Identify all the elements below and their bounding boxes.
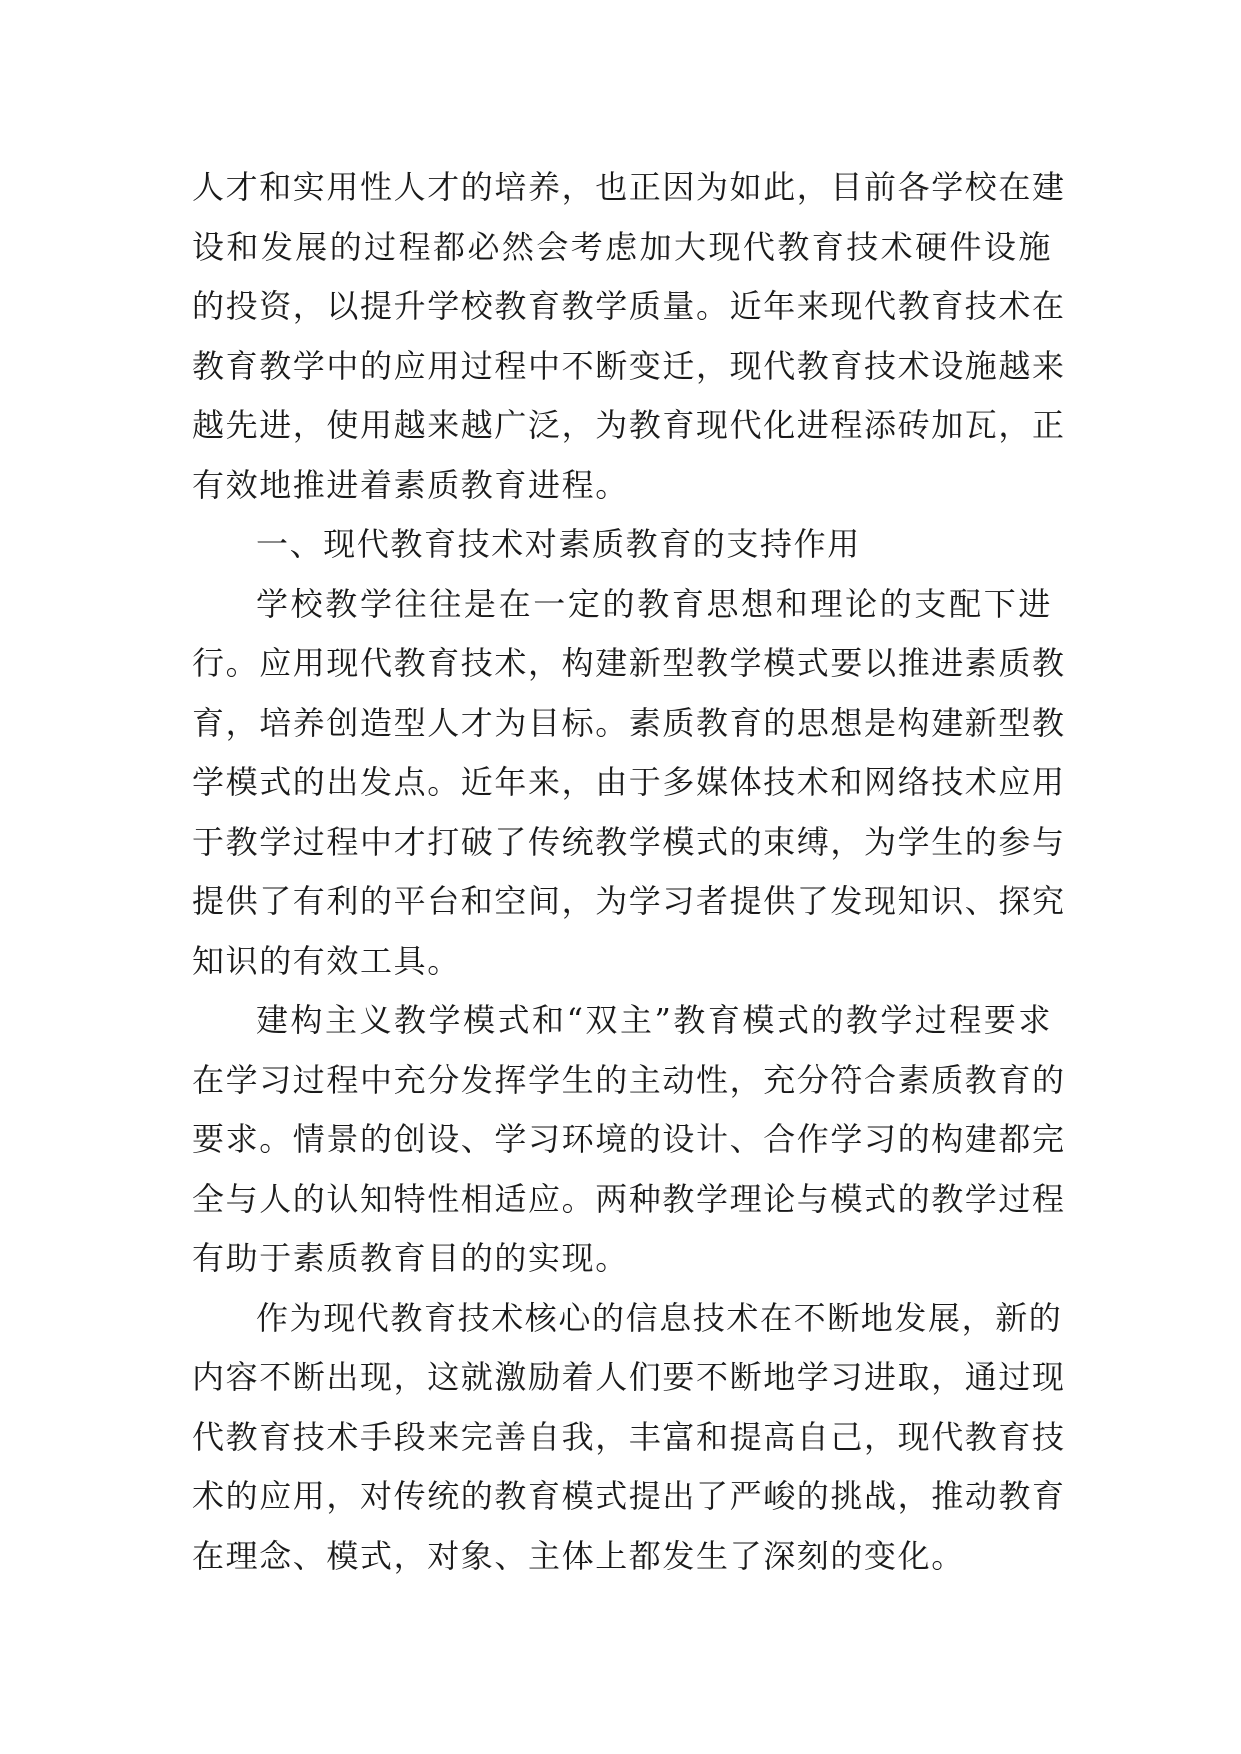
paragraph-3-line-5: 有助于素质教育目的的实现。 [192, 1239, 629, 1277]
paragraph-2-line-7: 知识的有效工具。 [192, 941, 461, 980]
paragraph-4-line-1: 作为现代教育技术核心的信息技术在不断地发展，新的 [256, 1298, 1063, 1337]
paragraph-1-line-4: 教育教学中的应用过程中不断变迁，现代教育技术设施越来 [192, 346, 1066, 385]
paragraph-2-line-2: 行。应用现代教育技术，构建新型教学模式要以推进素质教 [192, 644, 1066, 682]
paragraph-3-line-1: 建构主义教学模式和“双主”教育模式的教学过程要求 [256, 1001, 1052, 1039]
paragraph-4-line-5: 在理念、模式，对象、主体上都发生了深刻的变化。 [192, 1536, 965, 1575]
paragraph-2-line-5: 于教学过程中才打破了传统教学模式的束缚，为学生的参与 [192, 822, 1066, 861]
paragraph-2-line-3: 育，培养创造型人才为目标。素质教育的思想是构建新型教 [192, 703, 1066, 742]
paragraph-1-line-3: 的投资，以提升学校教育教学质量。近年来现代教育技术在 [192, 287, 1066, 325]
paragraph-3-line-4: 全与人的认知特性相适应。两种教学理论与模式的教学过程 [192, 1179, 1066, 1218]
section-heading: 一、现代教育技术对素质教育的支持作用 [256, 525, 861, 563]
paragraph-1-line-5: 越先进，使用越来越广泛，为教育现代化进程添砖加瓦，正 [192, 406, 1066, 444]
paragraph-1-line-1: 人才和实用性人才的培养，也正因为如此，目前各学校在建 [192, 168, 1066, 206]
body-text [192, 158, 1066, 1586]
paragraph-3-line-3: 要求。情景的创设、学习环境的设计、合作学习的构建都完 [192, 1120, 1066, 1158]
paragraph-4-line-4: 术的应用，对传统的教育模式提出了严峻的挑战，推动教育 [192, 1477, 1066, 1515]
paragraph-2-line-6: 提供了有利的平台和空间，为学习者提供了发现知识、探究 [192, 882, 1066, 920]
paragraph-2-line-4: 学模式的出发点。近年来，由于多媒体技术和网络技术应用 [192, 763, 1066, 801]
paragraph-4-line-3: 代教育技术手段来完善自我，丰富和提高自己，现代教育技 [192, 1417, 1066, 1456]
paragraph-4-line-2: 内容不断出现，这就激励着人们要不断地学习进取，通过现 [192, 1358, 1066, 1396]
paragraph-1-line-6: 有效地推进着素质教育进程。 [192, 465, 629, 504]
paragraph-3-line-2: 在学习过程中充分发挥学生的主动性，充分符合素质教育的 [192, 1060, 1066, 1099]
paragraph-1-line-2: 设和发展的过程都必然会考虑加大现代教育技术硬件设施 [192, 227, 1052, 266]
paragraph-2-line-1: 学校教学往往是在一定的教育思想和理论的支配下进 [256, 584, 1052, 623]
